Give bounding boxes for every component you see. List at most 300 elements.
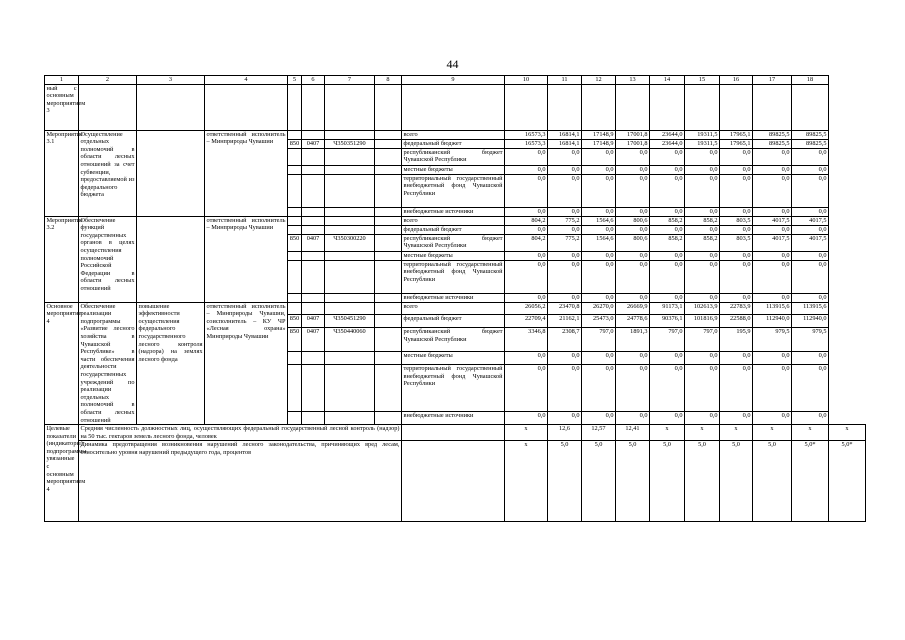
amount-cell: 17965,1 [720,139,753,148]
empty-cell [792,84,829,130]
budget-code [288,174,302,207]
budget-code [288,352,302,365]
target-x-cell: х [505,441,548,522]
budget-code [375,352,402,365]
amount-cell: 0,0 [720,352,753,365]
empty-cell [753,84,792,130]
budget-code: 0407 [302,315,325,328]
empty-cell [325,84,375,130]
budget-code: 850 [288,328,302,352]
header-cell: 5 [288,76,302,85]
amount-cell: 17001,8 [616,130,650,139]
empty-cell [582,84,616,130]
amount-cell: 102613,9 [685,302,720,315]
amount-cell: 0,0 [505,260,548,293]
amount-cell: 0,0 [548,165,582,174]
amount-cell: 90376,1 [650,315,685,328]
responsible-executor: ответственный исполнитель – Минприроды Чувашии [205,130,288,216]
amount-cell: 0,0 [792,148,829,165]
empty-cell [720,84,753,130]
funding-source: внебюджетные источники [402,207,505,216]
amount-cell: 0,0 [548,365,582,412]
budget-code: Ч350351290 [325,139,375,148]
amount-cell: 0,0 [792,352,829,365]
target-value-cell: х [792,425,829,441]
budget-code [302,251,325,260]
funding-source: внебюджетные источники [402,293,505,302]
funding-source: местные бюджеты [402,352,505,365]
amount-cell: 113915,6 [792,302,829,315]
amount-cell: 17001,8 [616,139,650,148]
amount-cell: 0,0 [753,293,792,302]
budget-code [288,412,302,425]
budget-code: 0407 [302,234,325,251]
continuation-row [45,84,866,130]
amount-cell: 0,0 [582,165,616,174]
amount-cell: 22588,0 [720,315,753,328]
funding-source: территориальный государственный внебюджетный фонд Чувашской Республики [402,365,505,412]
header-cell: 12 [582,76,616,85]
amount-cell: 0,0 [548,225,582,234]
header-cell: 16 [720,76,753,85]
amount-cell: 0,0 [753,260,792,293]
amount-cell: 0,0 [548,352,582,365]
amount-cell: 0,0 [685,293,720,302]
funding-source: федеральный бюджет [402,225,505,234]
budget-code [375,148,402,165]
budget-code [325,174,375,207]
budget-code [325,352,375,365]
amount-cell: 19311,5 [685,130,720,139]
header-cell: 8 [375,76,402,85]
budget-code [302,293,325,302]
amount-cell: 0,0 [582,148,616,165]
budget-code [302,130,325,139]
amount-cell: 0,0 [582,352,616,365]
amount-cell: 0,0 [548,412,582,425]
amount-cell: 0,0 [685,251,720,260]
amount-cell: 0,0 [582,412,616,425]
section-row [45,302,866,315]
target-text: Динамика предотвращения возникновения нарушений лесного законодательства, причиняющих вред лесам, относительно уровня нарушений предыдущего года, процентов [79,441,402,522]
amount-cell: 0,0 [753,148,792,165]
amount-cell: 858,2 [685,216,720,225]
budget-code [375,216,402,225]
amount-cell: 0,0 [650,352,685,365]
budget-code [325,365,375,412]
funding-source: республиканский бюджет Чувашской Республики [403,148,503,164]
budget-code: 850 [288,234,302,251]
amount-cell: 0,0 [548,148,582,165]
amount-cell: 101816,9 [685,315,720,328]
header-cell: 9 [402,76,505,85]
header-cell: 3 [137,76,205,85]
expected-result: повышение эффективности осуществления федерального государственного лесного контроля (надзора) на землях лесного фонда [137,302,205,425]
budget-code [325,225,375,234]
amount-cell: 0,0 [720,207,753,216]
amount-cell: 0,0 [616,225,650,234]
amount-cell: 0,0 [650,207,685,216]
budget-code [375,234,402,251]
amount-cell: 22783,9 [720,302,753,315]
activity-number: Мероприятие 3.1 [45,130,79,216]
target-value-cell: 5,0 [616,441,650,522]
budget-code [288,207,302,216]
amount-cell: 800,6 [616,216,650,225]
budget-code [325,165,375,174]
amount-cell: 803,5 [720,216,753,225]
budget-code [375,251,402,260]
amount-cell: 0,0 [616,207,650,216]
budget-code [375,130,402,139]
amount-cell: 0,0 [650,260,685,293]
budget-code [302,365,325,412]
empty-cell [79,84,137,130]
amount-cell: 0,0 [650,293,685,302]
budget-code [375,207,402,216]
amount-cell: 17148,9 [582,139,616,148]
amount-cell: 0,0 [505,174,548,207]
page-number: 44 [446,57,459,71]
funding-source: местные бюджеты [402,251,505,260]
amount-cell: 0,0 [792,260,829,293]
activity-title: Осуществление отдельных полномочий в области лесных отношений за счет субвенции, предоставляемой из федерального бюджета [79,130,137,216]
amount-cell: 1564,6 [582,234,616,251]
budget-code [302,352,325,365]
amount-cell: 0,0 [548,260,582,293]
amount-cell: 0,0 [505,148,548,165]
budget-code: Ч350440060 [325,328,375,352]
empty-cell [548,84,582,130]
amount-cell: 26669,9 [616,302,650,315]
target-value-cell: 5,0* [829,441,866,522]
amount-cell: 0,0 [720,225,753,234]
budget-code [288,225,302,234]
target-value-cell: х [650,425,685,441]
amount-cell: 0,0 [505,207,548,216]
amount-cell: 91173,1 [650,302,685,315]
header-cell: 11 [548,76,582,85]
amount-cell: 4017,5 [753,216,792,225]
budget-code [375,139,402,148]
amount-cell: 0,0 [548,207,582,216]
target-row [45,425,866,441]
amount-cell: 16814,1 [548,139,582,148]
amount-cell: 0,0 [505,165,548,174]
budget-code: 850 [288,139,302,148]
amount-cell: 26270,0 [582,302,616,315]
section-row [45,130,866,139]
header-row [45,76,866,85]
section-row [45,216,866,225]
amount-cell: 775,2 [548,216,582,225]
amount-cell: 858,2 [650,234,685,251]
amount-cell: 0,0 [616,365,650,412]
budget-code [325,207,375,216]
amount-cell: 0,0 [792,412,829,425]
amount-cell: 89825,5 [753,139,792,148]
funding-source: республиканский бюджет Чувашской Республики [402,328,505,352]
amount-cell: 800,6 [616,234,650,251]
activity-title: Обеспечение реализации подпрограммы «Развитие лесного хозяйства в Чувашской Республике» в части обеспечения деятельности государственных учреждений по реализации отдельных полномочий в области лесных отношений [80,302,135,424]
amount-cell: 0,0 [720,148,753,165]
budget-code [325,302,375,315]
empty-cell [685,84,720,130]
target-value-cell: х [685,425,720,441]
amount-cell: 979,5 [753,328,792,352]
amount-cell: 0,0 [582,365,616,412]
expected-result [137,216,205,302]
amount-cell: 775,2 [548,234,582,251]
empty-cell [288,84,302,130]
amount-cell: 0,0 [548,251,582,260]
activity-number: Основное мероприятие 4 [45,302,79,425]
amount-cell: 21162,1 [548,315,582,328]
target-value-cell: х [829,425,866,441]
empty-cell [302,84,325,130]
amount-cell: 0,0 [616,260,650,293]
budget-code [288,148,302,165]
budget-code [302,216,325,225]
budget-code [325,148,375,165]
amount-cell: 0,0 [685,148,720,165]
amount-cell: 195,9 [720,328,753,352]
budget-code [375,365,402,412]
amount-cell: 1891,3 [616,328,650,352]
amount-cell: 0,0 [792,225,829,234]
amount-cell: 23644,0 [650,130,685,139]
amount-cell: 0,0 [582,225,616,234]
funding-source: всего [402,216,505,225]
amount-cell: 0,0 [753,174,792,207]
header-cell: 6 [302,76,325,85]
amount-cell: 0,0 [582,251,616,260]
amount-cell: 0,0 [616,148,650,165]
budget-code [325,251,375,260]
amount-cell: 0,0 [685,174,720,207]
amount-cell: 19311,5 [685,139,720,148]
budget-code [302,302,325,315]
amount-cell: 0,0 [548,293,582,302]
amount-cell: 89825,5 [792,130,829,139]
amount-cell: 979,5 [792,328,829,352]
empty-cell [616,84,650,130]
budget-code [288,251,302,260]
header-cell: 15 [685,76,720,85]
amount-cell: 4017,5 [792,234,829,251]
amount-cell: 25473,0 [582,315,616,328]
amount-cell: 0,0 [685,165,720,174]
budget-code [288,216,302,225]
budget-code [375,165,402,174]
amount-cell: 0,0 [685,352,720,365]
amount-cell: 17965,1 [720,130,753,139]
amount-cell: 112940,0 [753,315,792,328]
amount-cell: 0,0 [753,251,792,260]
amount-cell: 0,0 [616,174,650,207]
budget-code [325,412,375,425]
amount-cell: 0,0 [616,352,650,365]
amount-cell: 0,0 [792,165,829,174]
expected-result [137,130,205,216]
amount-cell: 0,0 [720,251,753,260]
amount-cell: 3346,8 [505,328,548,352]
budget-code [302,174,325,207]
budget-code [302,148,325,165]
amount-cell: 0,0 [505,225,548,234]
amount-cell: 0,0 [720,165,753,174]
header-cell: 18 [792,76,829,85]
budget-code: Ч350300220 [325,234,375,251]
responsible-executor: ответственный исполнитель – Минприроды Чувашии [205,216,288,302]
budget-code [375,302,402,315]
amount-cell: 858,2 [650,216,685,225]
amount-cell: 0,0 [720,293,753,302]
funding-source: местные бюджеты [402,165,505,174]
funding-source: всего [402,130,505,139]
amount-cell: 0,0 [720,174,753,207]
target-value-cell: 12,57 [582,425,616,441]
budget-code [325,216,375,225]
amount-cell: 0,0 [616,165,650,174]
amount-cell: 22709,4 [505,315,548,328]
target-value-cell: 5,0 [685,441,720,522]
amount-cell: 17148,9 [582,130,616,139]
budget-code: 850 [288,315,302,328]
budget-code [288,130,302,139]
amount-cell: 0,0 [792,293,829,302]
amount-cell: 0,0 [792,365,829,412]
amount-cell: 0,0 [753,352,792,365]
activity-number: Мероприятие 3.2 [45,216,79,302]
amount-cell: 0,0 [792,174,829,207]
funding-source: внебюджетные источники [402,412,505,425]
amount-cell: 0,0 [720,365,753,412]
amount-cell: 0,0 [505,293,548,302]
header-cell: 10 [505,76,548,85]
budget-code [375,225,402,234]
amount-cell: 0,0 [650,165,685,174]
amount-cell: 0,0 [753,225,792,234]
header-cell: 14 [650,76,685,85]
header-cell: 4 [205,76,288,85]
funding-source: территориальный государственный внебюджетный фонд Чувашской Республики [402,174,505,207]
amount-cell: 0,0 [685,207,720,216]
amount-cell: 0,0 [753,365,792,412]
amount-cell: 803,5 [720,234,753,251]
budget-code [302,260,325,293]
amount-cell: 0,0 [582,174,616,207]
budget-code: 0407 [302,328,325,352]
target-value-cell: 12,6 [548,425,582,441]
budget-code [288,165,302,174]
amount-cell: 0,0 [650,412,685,425]
header-cell: 7 [325,76,375,85]
empty-cell [650,84,685,130]
amount-cell: 23470,8 [548,302,582,315]
amount-cell: 113915,6 [753,302,792,315]
target-text: Средняя численность должностных лиц, осуществляющих федеральный государственный лесной контроль (надзор) на 50 тыс. гектаров земель лесного фонда, человек [80,425,400,440]
amount-cell: 1564,6 [582,216,616,225]
empty-cell [402,84,505,130]
budget-code [288,365,302,412]
target-value-cell: 5,0 [650,441,685,522]
amount-cell: 797,0 [685,328,720,352]
budget-code [325,130,375,139]
amount-cell: 804,2 [505,234,548,251]
amount-cell: 0,0 [616,412,650,425]
budget-code [288,260,302,293]
target-label: Целевые показатели (индикаторы) подпрограммы, увязанные с основным мероприятием 4 [45,425,79,522]
amount-cell: 0,0 [616,293,650,302]
amount-cell: 0,0 [582,260,616,293]
empty-cell [375,84,402,130]
funding-source: территориальный государственный внебюджетный фонд Чувашской Республики [402,260,505,293]
budget-code [302,225,325,234]
target-empty-cell [402,441,505,522]
target-value-cell: х [720,425,753,441]
target-value-cell: 5,0* [792,441,829,522]
budget-code [288,302,302,315]
amount-cell: 0,0 [505,251,548,260]
amount-cell: 0,0 [582,293,616,302]
amount-cell: 89825,5 [753,130,792,139]
funding-source: федеральный бюджет [402,139,505,148]
amount-cell: 0,0 [582,207,616,216]
target-value-cell: 5,0 [720,441,753,522]
amount-cell: 797,0 [650,328,685,352]
amount-cell: 24778,6 [616,315,650,328]
amount-cell: 0,0 [505,412,548,425]
amount-cell: 16573,3 [505,139,548,148]
amount-cell: 16814,1 [548,130,582,139]
amount-cell: 0,0 [753,207,792,216]
amount-cell: 2308,7 [548,328,582,352]
header-cell: 13 [616,76,650,85]
header-cell: 1 [45,76,79,85]
budget-code: Ч350451290 [325,315,375,328]
amount-cell: 0,0 [720,412,753,425]
amount-cell: 0,0 [792,207,829,216]
target-x-cell: х [505,425,548,441]
amount-cell: 0,0 [548,174,582,207]
header-cell: 17 [753,76,792,85]
continuation-label: ный с основным мероприятием 3 [45,84,79,130]
amount-cell: 23644,0 [650,139,685,148]
amount-cell: 0,0 [650,251,685,260]
amount-cell: 0,0 [792,251,829,260]
budget-code [302,412,325,425]
amount-cell: 16573,3 [505,130,548,139]
budget-code: 0407 [302,139,325,148]
amount-cell: 0,0 [753,412,792,425]
budget-code [375,412,402,425]
budget-code [375,293,402,302]
target-empty-cell [402,425,505,441]
amount-cell: 0,0 [753,165,792,174]
amount-cell: 112940,0 [792,315,829,328]
responsible-executor: ответственный исполнитель – Минприроды Чувашии, соисполнитель – КУ ЧР «Лесная охрана» Минприроды Чувашии [205,302,288,425]
funding-source: республиканский бюджет Чувашской Республики [403,234,503,250]
amount-cell: 0,0 [650,365,685,412]
funding-source: всего [402,302,505,315]
amount-cell: 0,0 [685,365,720,412]
amount-cell: 0,0 [650,225,685,234]
budget-code [375,174,402,207]
empty-cell [505,84,548,130]
target-value-cell: 5,0 [582,441,616,522]
amount-cell: 0,0 [505,352,548,365]
